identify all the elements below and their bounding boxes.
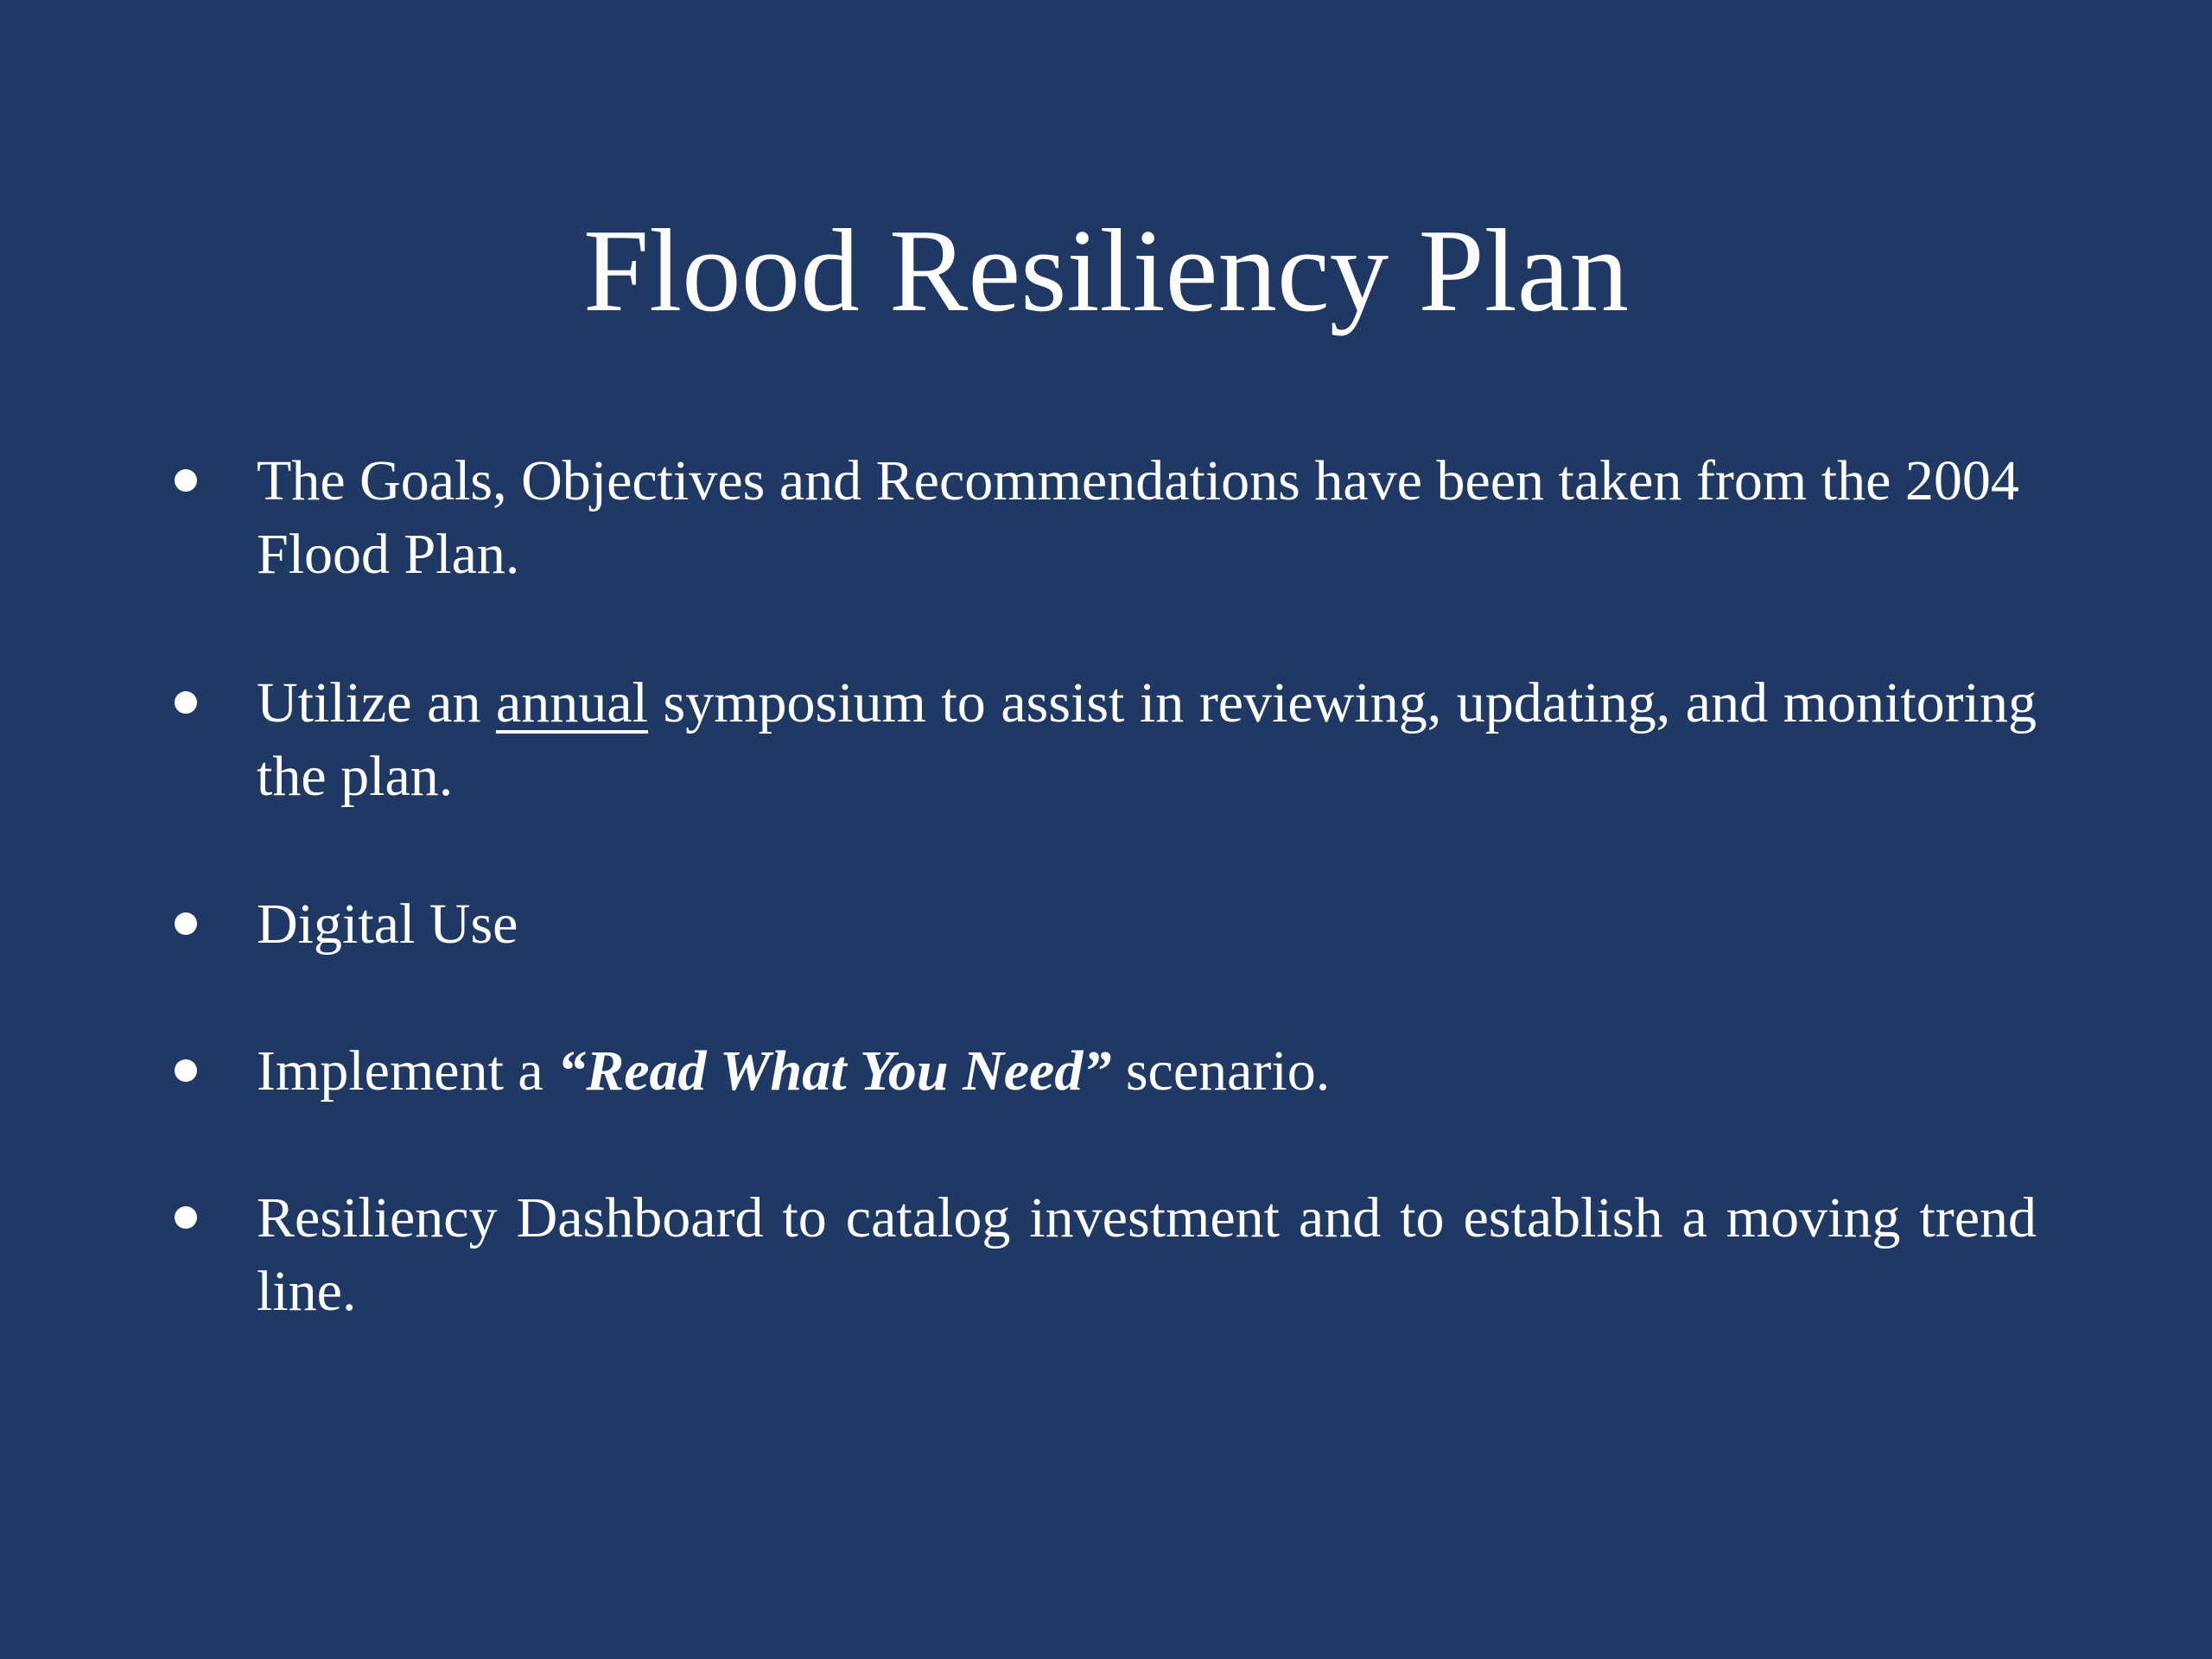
bullet-dot-icon xyxy=(175,912,197,935)
bullet-item-resiliency-dashboard xyxy=(257,1181,2037,1328)
bullet-item-read-what-you-need xyxy=(257,1034,2037,1108)
bullet-text: The Goals, Objectives and Recommendations have been taken from the 2004 Flood Plan. xyxy=(257,449,2019,586)
bullet-item-digital-use xyxy=(257,887,2037,961)
bullet-text: Resiliency Dashboard to catalog investment and to establish a moving trend line. xyxy=(257,1186,2037,1323)
slide-title: Flood Resiliency Plan xyxy=(582,205,1630,336)
bullet-dot-icon xyxy=(175,1059,197,1082)
bullet-dot-icon xyxy=(175,1206,197,1229)
bullet-dot-icon xyxy=(175,469,197,492)
emphasis-phrase: “Read What You Need” xyxy=(557,1039,1112,1103)
bullet-text: Digital Use xyxy=(257,893,518,956)
bullet-text-after: symposium to assist in reviewing, updating, and monitoring the plan. xyxy=(257,671,2037,808)
bullet-text-after: scenario. xyxy=(1111,1039,1331,1103)
bullet-text-before: Implement a xyxy=(257,1039,558,1103)
underlined-word: annual xyxy=(496,671,648,734)
bullet-dot-icon xyxy=(175,691,197,714)
bullet-item-goals-source xyxy=(257,444,2037,591)
bullet-text-before: Utilize an xyxy=(257,671,497,734)
bullet-item-annual-symposium xyxy=(257,666,2037,813)
